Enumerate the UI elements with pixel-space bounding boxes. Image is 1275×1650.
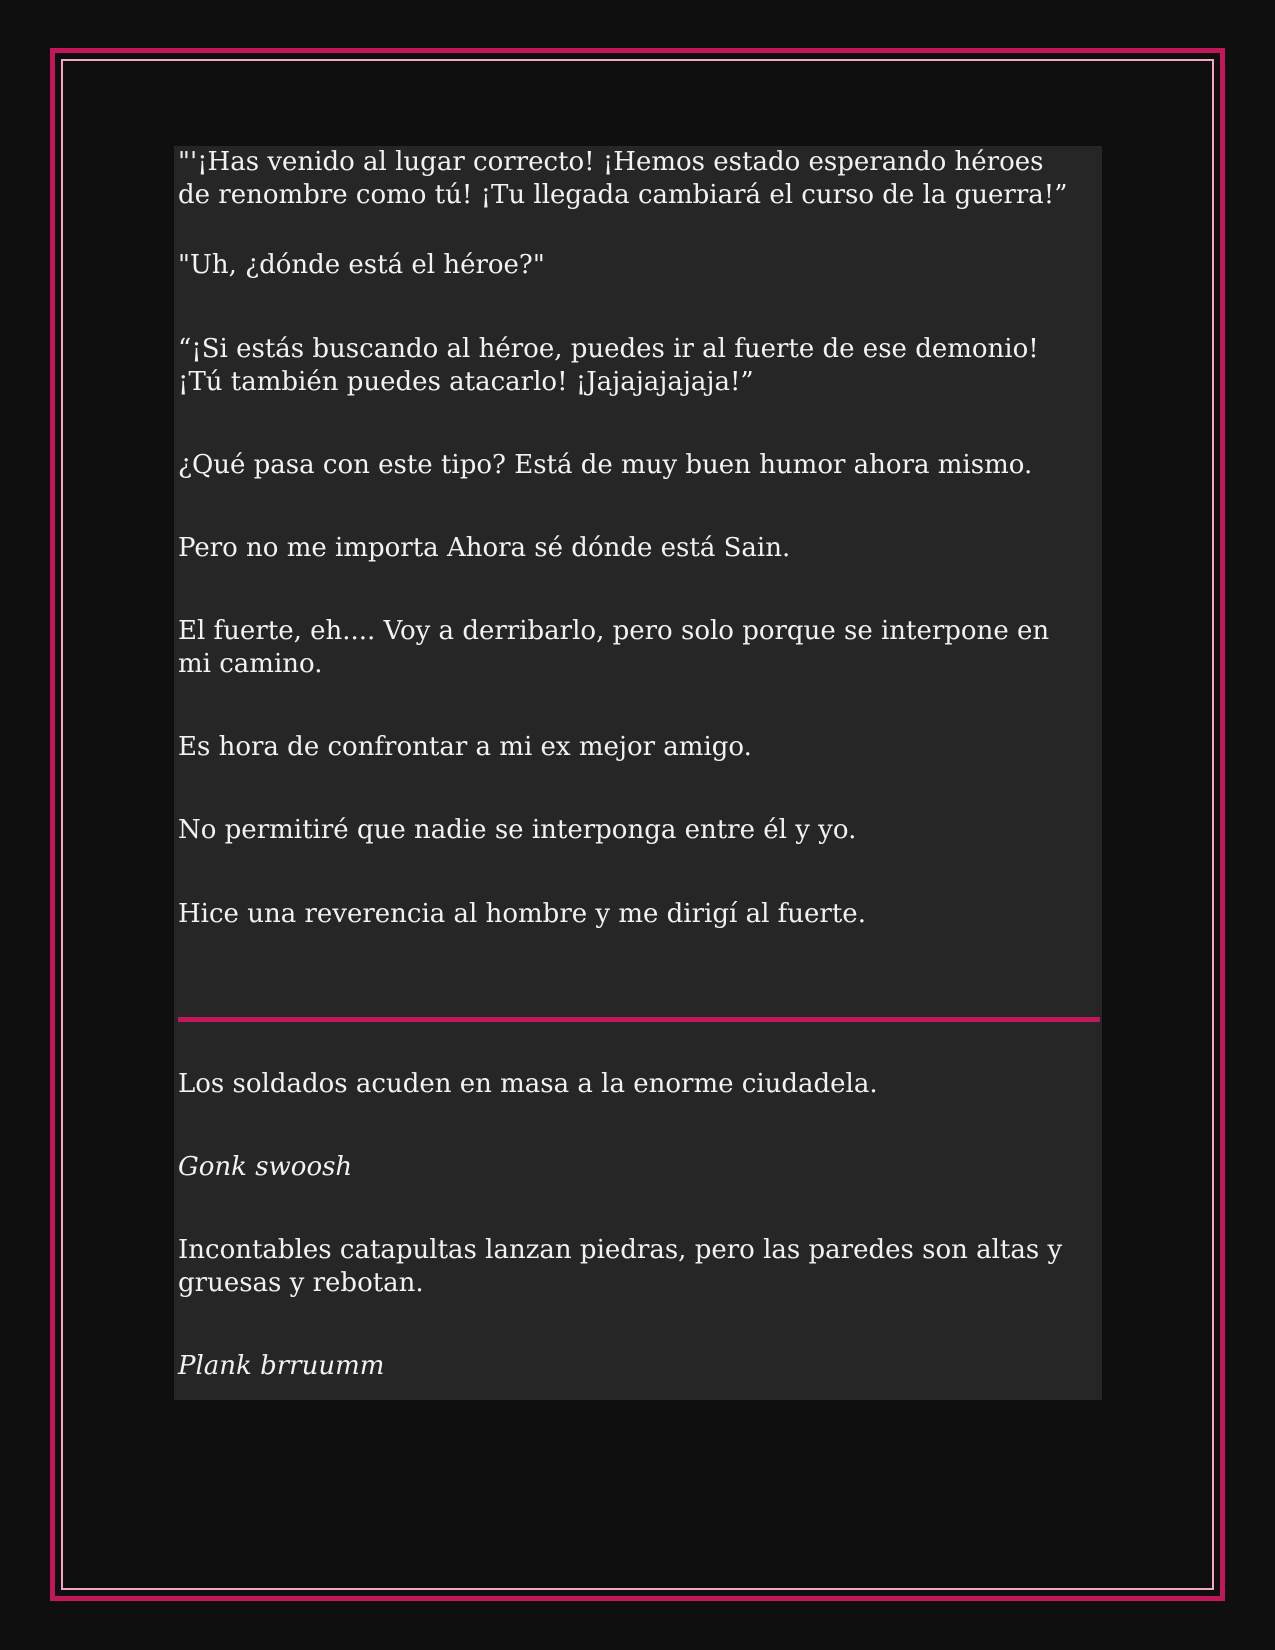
paragraph: El fuerte, eh.... Voy a derribarlo, pero solo porque se interpone en mi camino.: [178, 616, 1050, 679]
paragraph: “¡Si estás buscando al héroe, puedes ir al fuerte de ese demonio! ¡Tú también puedes atacarlo! ¡Jajajajajaja!”: [178, 334, 1039, 397]
paragraph: "'¡Has venido al lugar correcto! ¡Hemos estado esperando héroes de renombre como tú! ¡Tu llegada cambiará el curso de la guerra!”: [178, 147, 1068, 210]
paragraph: Pero no me importa Ahora sé dónde está Sain.: [178, 533, 791, 563]
paragraph: "Uh, ¿dónde está el héroe?": [178, 250, 545, 280]
sound-effect-text: Plank brruumm: [178, 1351, 385, 1381]
paragraph: ¿Qué pasa con este tipo? Está de muy buen humor ahora mismo.: [178, 450, 1033, 480]
section-divider: [178, 1017, 1100, 1022]
text-panel: [174, 146, 1102, 1400]
paragraph: No permitiré que nadie se interponga entre él y yo.: [178, 815, 857, 845]
paragraph: Es hora de confrontar a mi ex mejor amigo.: [178, 732, 752, 762]
sound-effect-text: Gonk swoosh: [178, 1152, 353, 1182]
paragraph: Incontables catapultas lanzan piedras, pero las paredes son altas y gruesas y rebotan.: [178, 1235, 1063, 1298]
paragraph: Los soldados acuden en masa a la enorme ciudadela.: [178, 1069, 878, 1099]
paragraph: Hice una reverencia al hombre y me dirigí al fuerte.: [178, 899, 866, 929]
